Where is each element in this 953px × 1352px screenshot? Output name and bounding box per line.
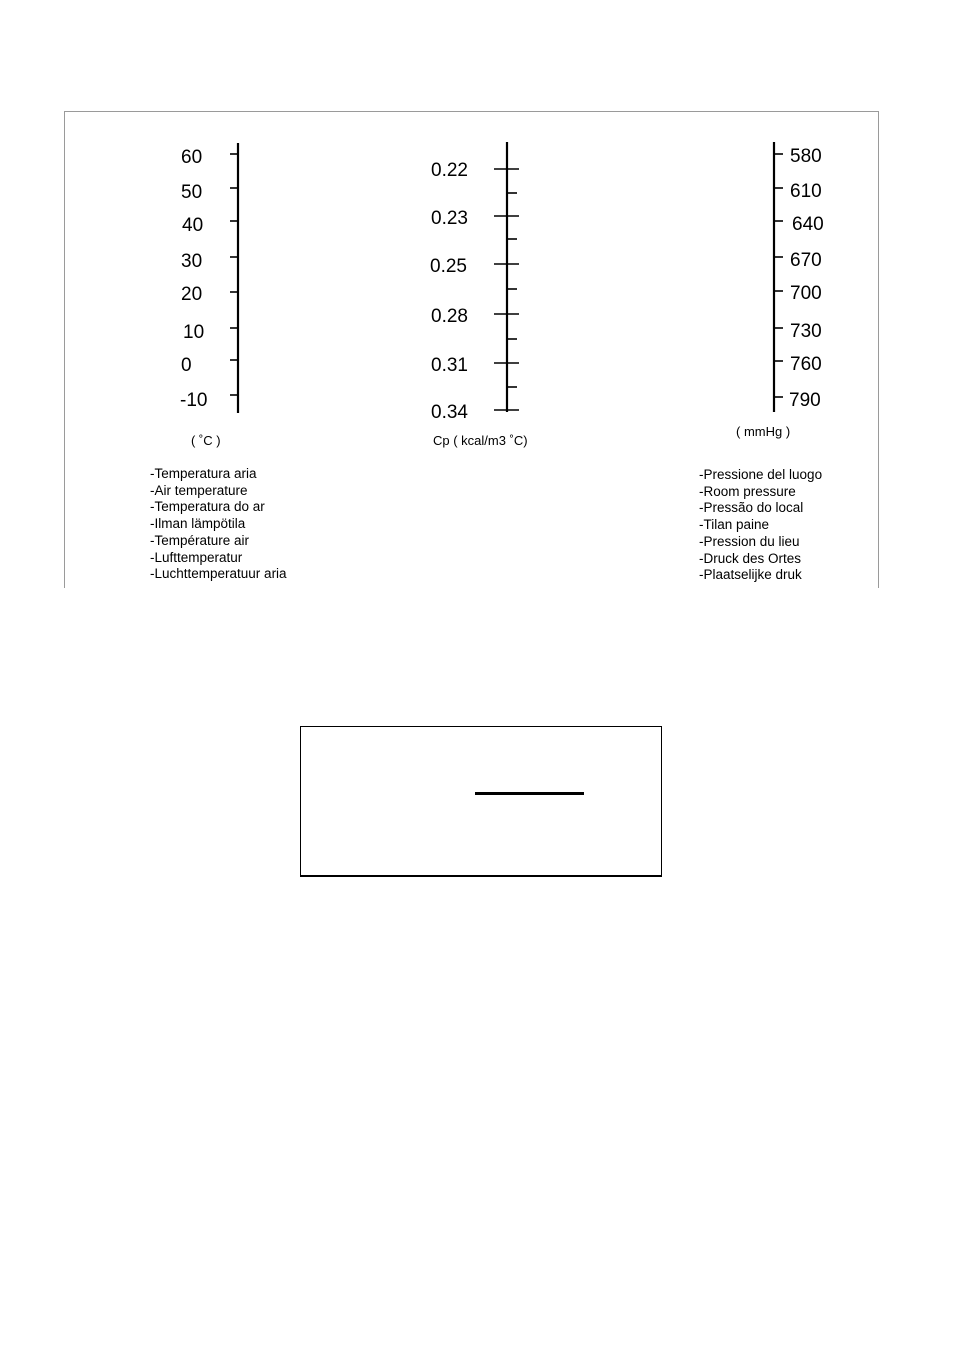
pressure-scale: [736, 142, 824, 439]
pressure-tick-label: 790: [789, 390, 821, 411]
temperature-tick-label: -10: [180, 390, 208, 411]
pressure-tick-label: 700: [790, 283, 822, 304]
pressure-tick-label: 730: [790, 321, 822, 342]
cp-scale: [430, 142, 528, 448]
legend-item: -Air temperature: [150, 482, 248, 498]
temperature-tick-label: 60: [181, 147, 203, 168]
pressure-tick-label: 610: [790, 181, 822, 202]
legend-item: -Luchttemperatuur aria: [150, 566, 287, 582]
temperature-legend: [150, 466, 287, 583]
cp-tick-label: 0.25: [430, 256, 467, 277]
pressure-unit-label: ( mmHg ): [736, 424, 791, 439]
temperature-tick-label: 20: [181, 284, 203, 305]
temperature-tick-label: 10: [183, 322, 205, 343]
temperature-scale: [180, 143, 238, 448]
legend-item: -Temperatura aria: [150, 466, 257, 481]
temperature-unit-label: ( ˚C ): [191, 433, 221, 448]
fraction-bar: [475, 792, 584, 795]
legend-item: -Lufttemperatur: [150, 549, 243, 565]
legend-item: -Druck des Ortes: [699, 550, 802, 566]
formula-box: [300, 726, 662, 877]
legend-item: -Température air: [150, 532, 250, 548]
legend-item: -Pression du lieu: [699, 533, 800, 549]
pressure-tick-label: 760: [790, 354, 822, 375]
cp-tick-label: 0.34: [431, 402, 468, 423]
cp-tick-label: 0.31: [431, 355, 468, 376]
temperature-tick-label: 0: [181, 355, 192, 376]
legend-item: -Plaatselijke druk: [699, 567, 802, 583]
cp-tick-label: 0.28: [431, 306, 468, 327]
pressure-tick-label: 670: [790, 250, 822, 271]
legend-item: -Temperatura do ar: [150, 499, 265, 515]
temperature-tick-label: 50: [181, 182, 203, 203]
legend-item: -Room pressure: [699, 483, 796, 499]
pressure-tick-label: 580: [790, 146, 822, 167]
legend-item: -Pressione del luogo: [699, 467, 823, 482]
cp-tick-label: 0.22: [431, 160, 468, 181]
legend-item: -Tilan paine: [699, 517, 770, 533]
cp-unit-label: Cp ( kcal/m3 ˚C): [433, 433, 528, 448]
legend-item: -Pressão do local: [699, 500, 804, 516]
legend-item: -Ilman lämpötila: [150, 516, 246, 532]
temperature-tick-label: 30: [181, 251, 203, 272]
temperature-tick-label: 40: [182, 215, 204, 236]
pressure-legend: [699, 467, 822, 584]
cp-tick-label: 0.23: [431, 208, 468, 229]
pressure-tick-label: 640: [792, 214, 824, 235]
